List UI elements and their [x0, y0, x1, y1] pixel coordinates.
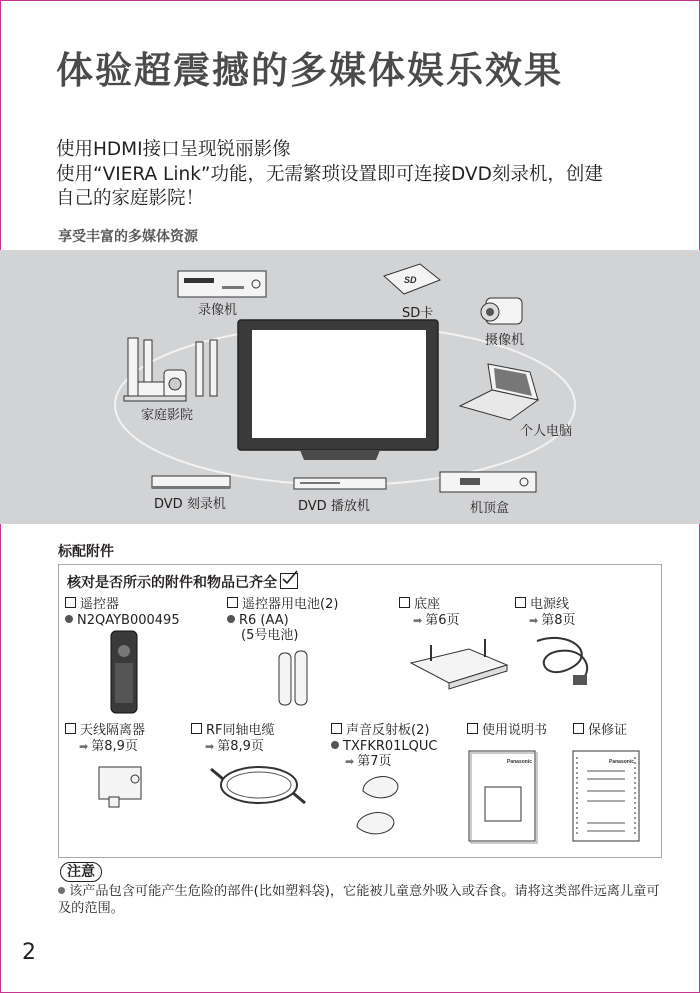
manual-name: 使用说明书 [482, 723, 548, 738]
rf-cable-name: RF同轴电缆 [206, 723, 275, 738]
home-theater-icon [124, 338, 217, 401]
arrow-right-icon: ➡ [205, 739, 215, 753]
reflector-page: 第7页 [357, 754, 392, 769]
dvd-player-icon [294, 478, 386, 489]
warranty-name: 保修证 [588, 723, 628, 738]
manual-brand: Panasonic [507, 759, 533, 765]
battery-spec: R6 (AA) [239, 612, 289, 628]
intro-line-3: 自己的家庭影院！ [56, 188, 205, 209]
camcorder-icon [481, 298, 522, 324]
pc-label: 个人电脑 [520, 424, 573, 439]
warranty-card-icon [573, 751, 639, 841]
vcr-icon [178, 271, 266, 297]
base-name: 底座 [414, 597, 441, 612]
reflector-model: TXFKR01LQUC [343, 738, 438, 754]
set-top-box-label: 机顶盒 [470, 501, 510, 516]
media-diagram [0, 250, 700, 524]
battery-name: 遥控器用电池(2) [242, 597, 339, 612]
remote-name: 遥控器 [80, 597, 120, 612]
remote-control-icon [111, 631, 137, 713]
tv-stand-icon [411, 639, 507, 689]
set-top-box-icon [440, 472, 536, 492]
tv-icon [238, 320, 438, 460]
caution-label: 注意 [60, 862, 102, 882]
media-subheading: 享受丰富的多媒体资源 [58, 229, 198, 245]
page-title: 体验超震撼的多媒体娱乐效果 [56, 49, 563, 92]
accessories-box [58, 564, 662, 858]
intro-line-1: 使用HDMI接口呈现锐丽影像 [56, 139, 291, 160]
isolator-name: 天线隔离器 [80, 723, 146, 738]
warranty-brand: Panasonic [609, 759, 635, 765]
battery-icon [279, 651, 307, 705]
caution-text [58, 883, 668, 917]
vcr-label: 录像机 [198, 303, 238, 318]
diagram-drawing [0, 250, 700, 524]
arrow-right-icon: ➡ [345, 755, 355, 768]
home-theater-label: 家庭影院 [141, 408, 194, 423]
intro-line-2: 使用“VIERA Link”功能，无需繁琐设置即可连接DVD刻录机，创建 [56, 163, 603, 185]
rf-cable-page: 第8,9页 [217, 738, 264, 754]
sd-card-label: SD卡 [402, 306, 434, 321]
battery-spec2: (5号电池) [241, 628, 299, 643]
rf-cable-icon [211, 767, 305, 803]
reflector-name: 声音反射板(2) [346, 723, 430, 738]
sd-logo: SD [404, 275, 417, 285]
power-cord-page: 第8页 [541, 612, 576, 628]
arrow-right-icon: ➡ [413, 613, 423, 627]
manual-icon [469, 751, 537, 843]
dvd-recorder-label: DVD 刻录机 [154, 497, 226, 512]
laptop-icon [460, 364, 538, 420]
base-page: 第6页 [425, 612, 460, 628]
camcorder-label: 摄像机 [485, 333, 525, 348]
isolator-page: 第8,9页 [91, 738, 138, 754]
check-heading-text: 核对是否所示的附件和物品已齐全 [67, 575, 277, 591]
sound-reflector-icon [357, 777, 398, 834]
power-cord-icon [537, 638, 587, 685]
antenna-isolator-icon [99, 767, 141, 807]
remote-model: N2QAYB000495 [77, 612, 180, 628]
arrow-right-icon: ➡ [79, 739, 89, 753]
power-cord-name: 电源线 [530, 597, 570, 612]
accessories-title: 标配附件 [58, 544, 114, 560]
bullet-icon [58, 887, 65, 894]
dvd-player-label: DVD 播放机 [298, 499, 370, 514]
dvd-recorder-icon [152, 476, 230, 489]
accessory-drawings [59, 565, 661, 857]
intro-text [56, 138, 603, 212]
arrow-right-icon: ➡ [529, 613, 539, 627]
caution-body: 该产品包含可能产生危险的部件(比如塑料袋)，它能被儿童意外吸入或吞食。请将这类部件远离儿童可及的范围。 [58, 884, 660, 916]
page-number: 2 [22, 940, 36, 965]
sd-card-icon [384, 264, 440, 294]
